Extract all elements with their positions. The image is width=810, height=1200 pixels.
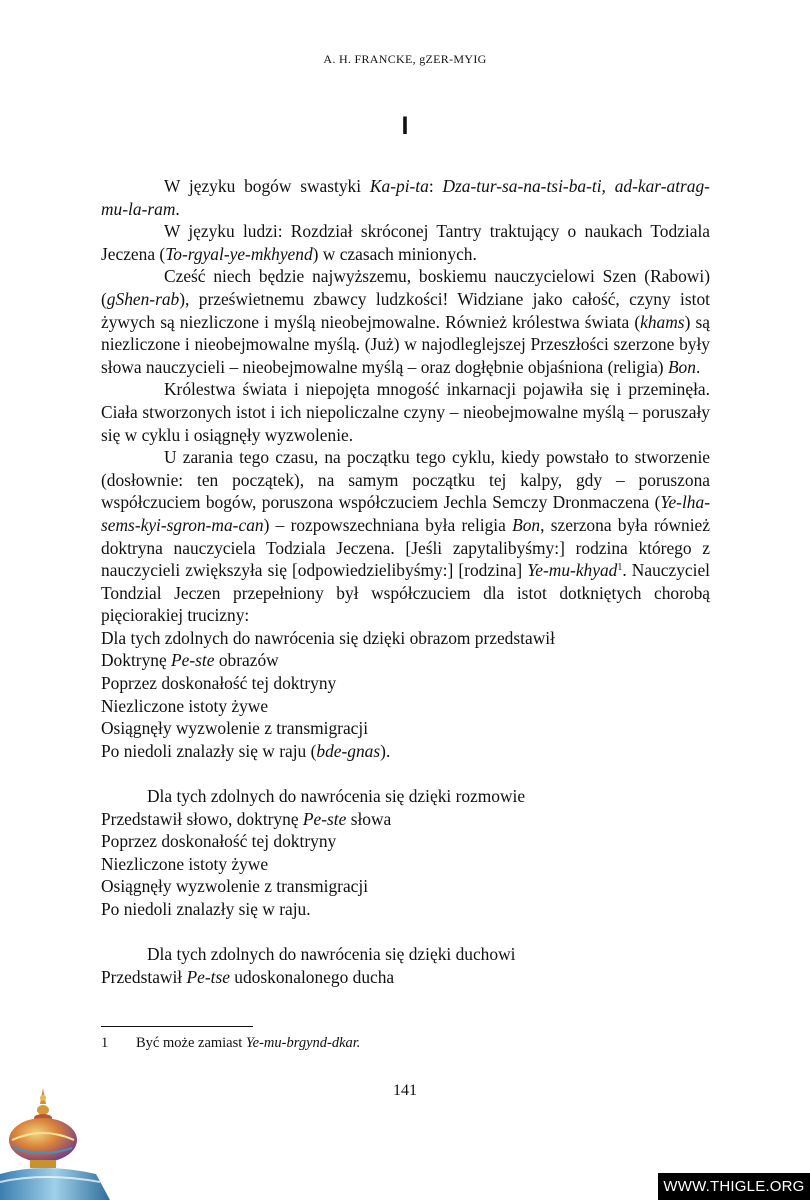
text-run: Cześć niech będzie najwyższemu, boskiemu nauczycielowi Szen (Rabowi) ( (101, 266, 710, 309)
italic-term: Pe-ste (171, 650, 215, 671)
text-run: Po niedoli znalazły się w raju. (101, 899, 311, 919)
stupa-finial-icon (0, 1088, 110, 1200)
text-run: słowa (346, 808, 392, 829)
text-run: ) są niezliczone i nieobejmowalne myślą. (Już) w najodleglejszej Przeszłości szerzone były słowa nauczycieli – nieobejmowalne myślą – oraz dogłębnie objaśniona (religia) (101, 311, 710, 377)
italic-term: bde-gnas (316, 740, 381, 761)
text-run: U zarania tego czasu, na początku tego cyklu, kiedy powstało to stworzenie (dosłownie: ten początek), na samym początku tej kalpy, gdy – poruszona współczuciem bogów, poruszona współczuciem Jechla Semczy Dronmaczena ( (101, 447, 710, 513)
verse-stanza (101, 943, 710, 988)
body-text (101, 175, 710, 988)
italic-term: Ka-pi-ta (369, 176, 429, 196)
italic-term: Bon (667, 356, 696, 377)
verse-line (101, 740, 710, 763)
paragraph (101, 378, 710, 446)
text-run: . (175, 198, 180, 219)
text-run: Osiągnęły wyzwolenie z transmigracji (101, 718, 369, 739)
chapter-heading: I (401, 112, 409, 140)
stanza-gap (101, 762, 710, 785)
verse-line (101, 830, 710, 853)
italic-term: Bon (512, 514, 541, 535)
footnote-rule (101, 1026, 253, 1027)
verse-line (101, 785, 710, 808)
paragraph (101, 446, 710, 627)
italic-term: Pe-tse (186, 966, 230, 987)
italic-term: gShen-rab (106, 288, 180, 309)
text-run: Dla tych zdolnych do nawrócenia się dzięki obrazom przedstawił (101, 627, 555, 648)
text-run: ) w czasach minionych. (312, 243, 477, 264)
verse-line (101, 627, 710, 650)
verse-stanza (101, 627, 710, 763)
italic-term: Ye-mu-khyad (527, 560, 618, 581)
text-run: Poprzez doskonałość tej doktryny (101, 831, 337, 852)
text-run: Królestwa świata i niepojęta mnogość inkarnacji pojawiła się i przeminęła. Ciała stworzonych istot i ich niepoliczalne czyny – nieobejmowalne myślą – poruszały się w cyklu i osiągnęły wyzwolenie. (101, 379, 710, 445)
running-head: A. H. FRANCKE, gZER-MYIG (323, 52, 487, 66)
text-run: Przedstawił (101, 966, 187, 987)
text-run: obrazów (214, 650, 279, 671)
paragraph (101, 265, 710, 378)
verse-line (101, 695, 710, 718)
verse-line (101, 649, 710, 672)
text-run: ). (380, 740, 391, 761)
text-run: . (695, 356, 701, 377)
text-run: Niezliczone istoty żywe (101, 853, 269, 874)
italic-term: Pe-ste (302, 808, 347, 829)
footnote (101, 1035, 360, 1052)
verse-line (101, 943, 710, 966)
text-run: W języku bogów swastyki (164, 176, 370, 196)
verse-line (101, 672, 710, 695)
paragraph (101, 175, 710, 220)
text-run: Przedstawił słowo, doktrynę (101, 808, 303, 829)
footnote-text (136, 1035, 360, 1051)
text-run: Po niedoli znalazły się w raju ( (101, 740, 317, 761)
verse-line (101, 808, 710, 831)
stanza-gap (101, 921, 710, 944)
watermark: WWW.THIGLE.ORG (658, 1173, 810, 1200)
italic-term: khams (640, 311, 685, 332)
text-run: , szerzona była również doktryna nauczyciela Todziala Jeczena. [Jeśli zapytalibyśmy:] rodzina którego z nauczycieli zwiększyła się [odpowiedzielibyśmy:] [rodzina] (101, 514, 710, 581)
text-run: Poprzez doskonałość tej doktryny (101, 673, 337, 694)
verse-line (101, 875, 710, 898)
verse-line (101, 898, 710, 921)
text-run: Niezliczone istoty żywe (101, 695, 269, 716)
page-number: 141 (393, 1082, 417, 1099)
italic-term: Ye-lha-sems-kyi-sgron-ma-can (101, 492, 710, 535)
italic-term: To-rgyal-ye-mkhyend (165, 243, 313, 264)
text-run: Osiągnęły wyzwolenie z transmigracji (101, 876, 369, 897)
text-run: . Nauczyciel Tondzial Jeczen przepełniony był współczuciem dla istot dotkniętych chorobą pięciorakiej trucizny: (101, 560, 710, 626)
italic-term: Dza-tur-sa-na-tsi-ba-ti, ad-kar-atrag-mu-la-ram (101, 176, 710, 219)
verse-stanza (101, 785, 710, 921)
text-run: Dla tych zdolnych do nawrócenia się dzięki duchowi (147, 944, 516, 965)
text-run: Być może zamiast (136, 1035, 246, 1051)
text-run: ) – rozpowszechniana była religia (263, 514, 513, 535)
text-run: ), prześwietnemu zbawcy ludzkości! Widziane jako całość, czyny istot żywych są niezliczone i myślą nieobejmowalne. Również królestwa świata ( (101, 288, 710, 332)
text-run: Doktrynę (101, 650, 172, 671)
verse-line (101, 717, 710, 740)
verse-line (101, 853, 710, 876)
italic-term: Ye-mu-brgynd-dkar. (245, 1035, 361, 1051)
footnote-number: 1 (101, 1035, 109, 1051)
text-run: W języku ludzi: Rozdział skróconej Tantry traktujący o naukach Todziala Jeczena ( (101, 221, 710, 264)
text-run: Dla tych zdolnych do nawrócenia się dzięki rozmowie (147, 786, 526, 807)
verse-line (101, 966, 710, 989)
footnote-ref: 1 (617, 562, 623, 574)
paragraph (101, 220, 710, 265)
text-run: : (428, 176, 443, 196)
text-run: udoskonalonego ducha (229, 966, 395, 987)
